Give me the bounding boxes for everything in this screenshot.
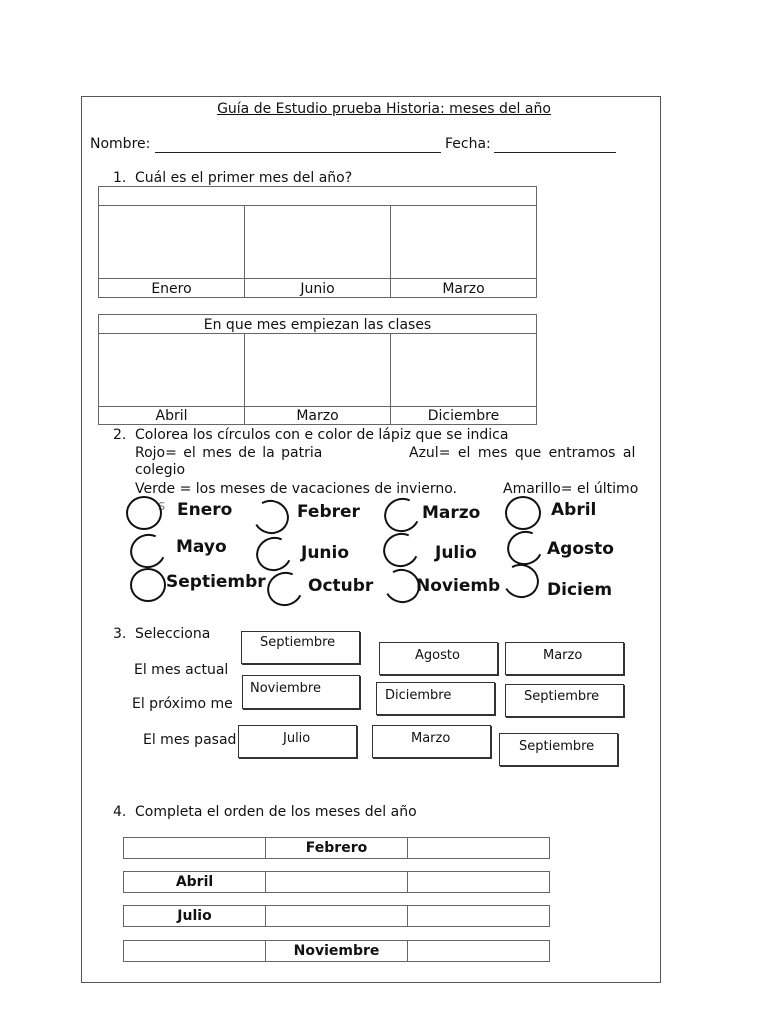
month-julio: Julio — [435, 543, 477, 563]
q1-picture-cell[interactable] — [245, 206, 391, 279]
q4-cell[interactable] — [408, 906, 550, 927]
q3-row3-option-septiembre[interactable]: Septiembre — [499, 733, 618, 766]
q1-picture-cell[interactable] — [99, 206, 245, 279]
q3-row3-option-marzo[interactable]: Marzo — [372, 725, 491, 758]
q4-row-4 — [123, 940, 550, 962]
q1b-picture-cell[interactable] — [245, 334, 391, 407]
name-label: Nombre: — [90, 136, 151, 152]
q3-row3-label: El mes pasad — [143, 732, 237, 748]
name-field[interactable] — [155, 152, 441, 153]
q1b-picture-cell[interactable] — [391, 334, 537, 407]
q2-colegio: colegio — [135, 462, 186, 478]
month-enero: Enero — [177, 500, 233, 520]
q1-header-cell — [99, 187, 537, 206]
circle-abril[interactable] — [505, 496, 541, 530]
q4-cell[interactable] — [124, 838, 266, 859]
q3-row1-option-septiembre[interactable]: Septiembre — [241, 631, 360, 664]
q2-amarillo: Amarillo= el último — [503, 481, 639, 497]
q2-azul: Azul= el mes que entramos al — [409, 445, 636, 461]
q4-cell[interactable] — [408, 838, 550, 859]
circle-septiembre[interactable] — [130, 568, 166, 602]
q2-verde: Verde = los meses de vacaciones de invierno. — [135, 481, 457, 497]
q3-row1-option-agosto[interactable]: Agosto — [379, 642, 498, 675]
month-marzo: Marzo — [422, 503, 481, 523]
q3-row2-option-diciembre[interactable]: Diciembre — [376, 682, 495, 715]
month-noviembre: Noviemb — [416, 576, 501, 596]
q4-number: 4. — [113, 804, 127, 820]
month-octubre: Octubr — [308, 576, 374, 596]
q1-question: Cuál es el primer mes del año? — [135, 170, 353, 186]
q4-cell: Julio — [124, 906, 266, 927]
circle-enero[interactable] — [126, 496, 162, 530]
q4-cell[interactable] — [266, 872, 408, 893]
month-agosto: Agosto — [547, 539, 614, 559]
q2-rojo: Rojo= el mes de la patria — [135, 445, 323, 461]
q4-row-3 — [123, 905, 550, 927]
q3-number: 3. — [113, 626, 127, 642]
q1b-option-abril[interactable]: Abril — [99, 407, 245, 425]
q4-cell: Abril — [124, 872, 266, 893]
q3-row2-option-septiembre[interactable]: Septiembre — [505, 684, 624, 717]
q4-cell[interactable] — [266, 906, 408, 927]
q3-row1-label: El mes actual — [134, 662, 229, 678]
q1-option-junio[interactable]: Junio — [245, 279, 391, 298]
q2-instruction: Colorea los círculos con e color de lápiz que se indica — [135, 427, 509, 443]
month-abril: Abril — [551, 500, 597, 520]
q3-row1-option-marzo[interactable]: Marzo — [505, 642, 624, 675]
q1b-option-diciembre[interactable]: Diciembre — [391, 407, 537, 425]
q1-picture-cell[interactable] — [391, 206, 537, 279]
q1-option-enero[interactable]: Enero — [99, 279, 245, 298]
q2-hidden-text: s — [158, 498, 166, 514]
q4-question: Completa el orden de los meses del año — [135, 804, 417, 820]
q3-label: Selecciona — [135, 626, 211, 642]
month-mayo: Mayo — [176, 537, 227, 557]
q4-row-1 — [123, 837, 550, 859]
q1b-picture-cell[interactable] — [99, 334, 245, 407]
q1b-option-marzo[interactable]: Marzo — [245, 407, 391, 425]
month-diciembre: Diciem — [547, 580, 613, 600]
q3-row3-option-julio[interactable]: Julio — [238, 725, 357, 758]
q4-cell[interactable] — [124, 941, 266, 962]
q4-cell: Febrero — [266, 838, 408, 859]
q4-cell[interactable] — [408, 941, 550, 962]
q3-row2-label: El próximo me — [132, 696, 233, 712]
date-label: Fecha: — [445, 136, 491, 152]
q4-row-2 — [123, 871, 550, 893]
q2-number: 2. — [113, 427, 127, 443]
date-field[interactable] — [494, 152, 616, 153]
q1b-question: En que mes empiezan las clases — [99, 315, 537, 334]
q1-table — [98, 186, 537, 298]
month-junio: Junio — [301, 543, 350, 563]
month-septiembre: Septiembr — [166, 572, 266, 592]
q1-number: 1. — [113, 170, 127, 186]
month-febrero: Febrer — [297, 502, 360, 522]
page-title: Guía de Estudio prueba Historia: meses del año — [217, 101, 551, 117]
q4-cell[interactable] — [408, 872, 550, 893]
q1-option-marzo[interactable]: Marzo — [391, 279, 537, 298]
q4-cell: Noviembre — [266, 941, 408, 962]
q1b-table — [98, 314, 537, 425]
q3-row2-option-noviembre[interactable]: Noviembre — [242, 675, 360, 709]
